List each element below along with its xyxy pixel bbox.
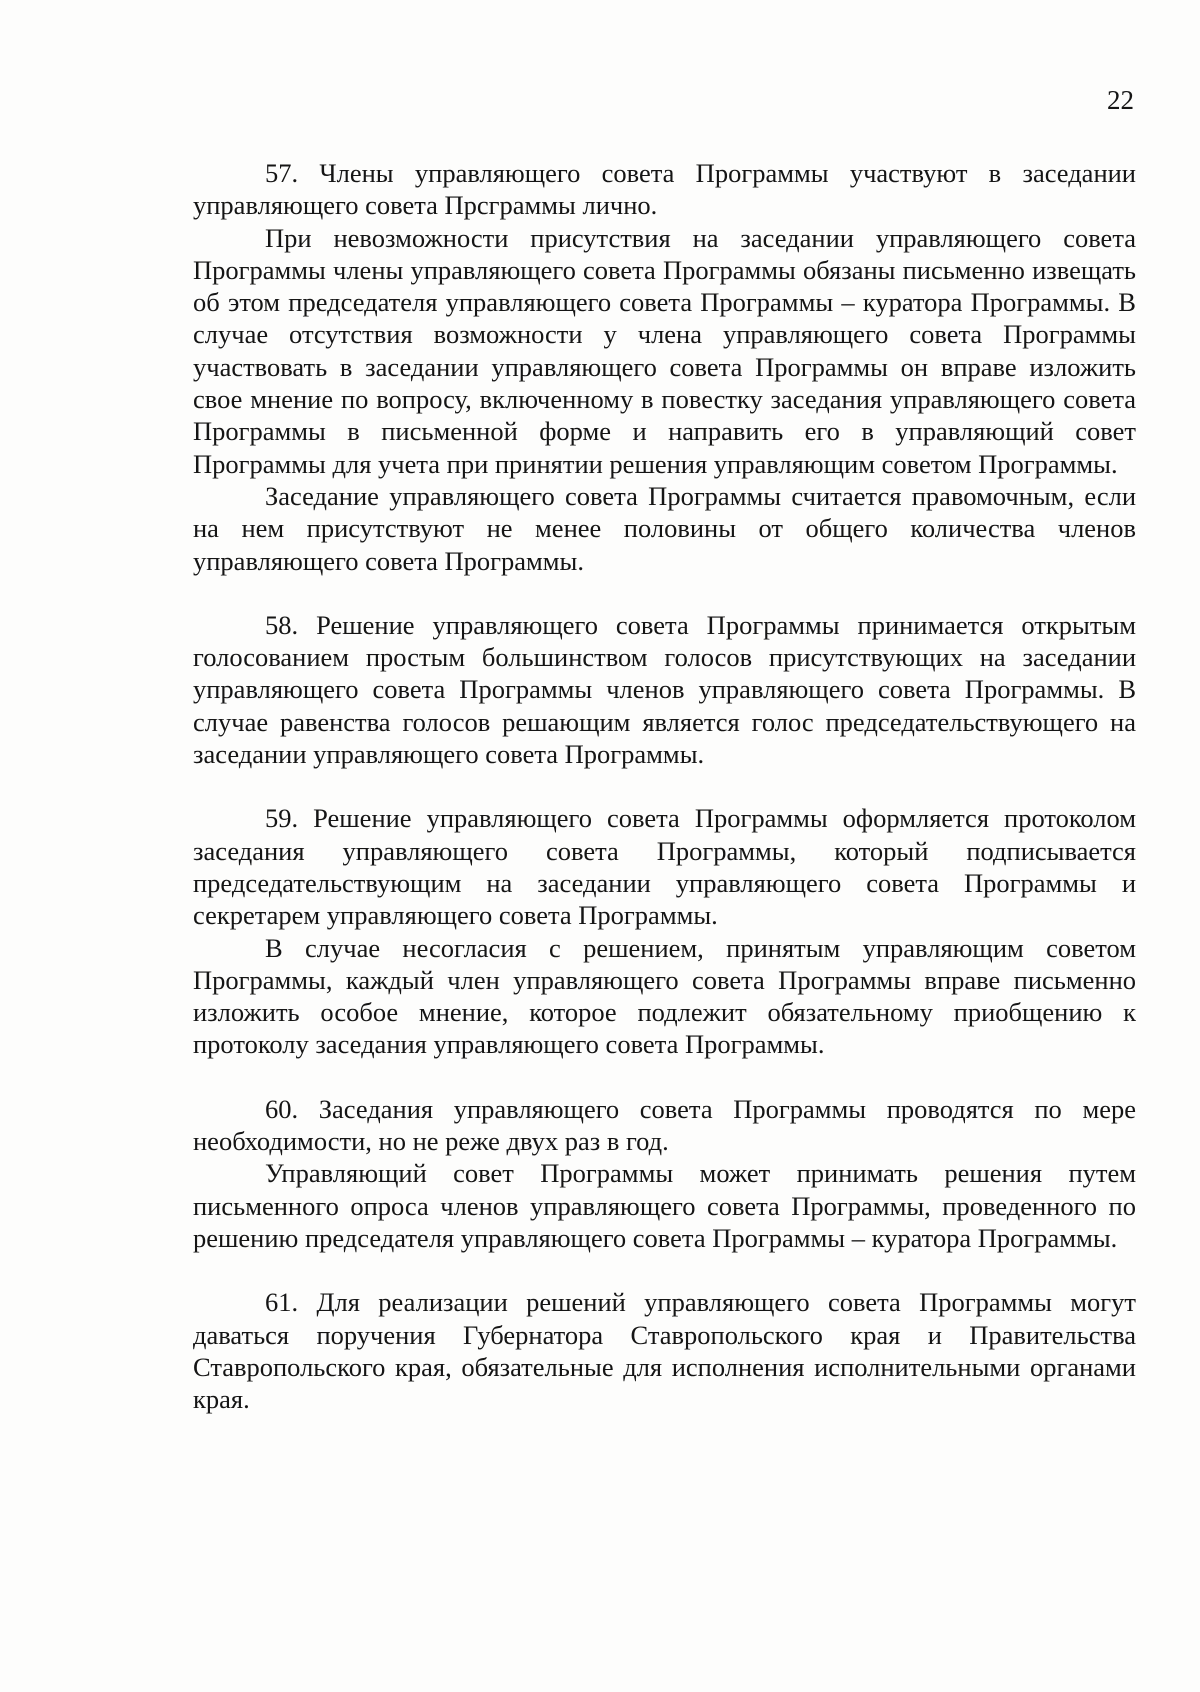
- clause-61: [193, 1286, 1136, 1415]
- paragraph: 60. Заседания управляющего совета Программы проводятся по мере необходимости, но не реже двух раз в год.: [193, 1093, 1136, 1157]
- clause-58: [193, 609, 1136, 770]
- paragraph: 61. Для реализации решений управляющего совета Программы могут даваться поручения Губернатора Ставропольского края и Правительства Ставропольского края, обязательные для исполнения исполнительными органами края.: [193, 1287, 1136, 1415]
- paragraph: Заседание управляющего совета Программы считается правомочным, если на нем присутствуют не менее половины от общего количества членов управляющего совета Программы.: [193, 480, 1136, 576]
- paragraph: Управляющий совет Программы может принимать решения путем письменного опроса членов управляющего совета Программы, проведенного по решению председателя управляющего совета Программы – куратора Программы.: [193, 1158, 1136, 1253]
- paragraph: В случае несогласия с решением, принятым управляющим советом Программы, каждый член управляющего совета Программы вправе письменно изложить особое мнение, которое подлежит обязательному приобщению к протоколу заседания управляющего совета Программы.: [193, 932, 1136, 1060]
- paragraph: 59. Решение управляющего совета Программы оформляется протоколом заседания управляющего совета Программы, который подписывается председательствующим на заседании управляющего совета Программы и секретарем управляющего совета Программы.: [193, 803, 1136, 931]
- paragraph: При невозможности присутствия на заседании управляющего совета Программы члены управляющего совета Программы обязаны письменно извещать об этом председателя управляющего совета Программы – куратора Программы. В случае отсутствия возможности у члена управляющего совета Программы участвовать в заседании управляющего совета Программы он вправе изложить свое мнение по вопросу, включенному в повестку заседания управляющего совета Программы в письменной форме и направить его в управляющий совет Программы для учета при принятии решения управляющим советом Программы.: [193, 222, 1136, 479]
- clause-60: [193, 1093, 1136, 1254]
- paragraph: 57. Члены управляющего совета Программы участвуют в заседании управляющего совета Прсграммы лично.: [193, 158, 1136, 221]
- clause-57: [193, 157, 1136, 577]
- page-number: 22: [1107, 85, 1134, 115]
- paragraph: 58. Решение управляющего совета Программы принимается открытым голосованием простым большинством голосов присутствующих на заседании управляющего совета Программы членов управляющего совета Программы. В случае равенства голосов решающим является голос председательствующего на заседании управляющего совета Программы.: [193, 609, 1136, 770]
- clause-59: [193, 802, 1136, 1060]
- document-body: [193, 157, 1136, 1447]
